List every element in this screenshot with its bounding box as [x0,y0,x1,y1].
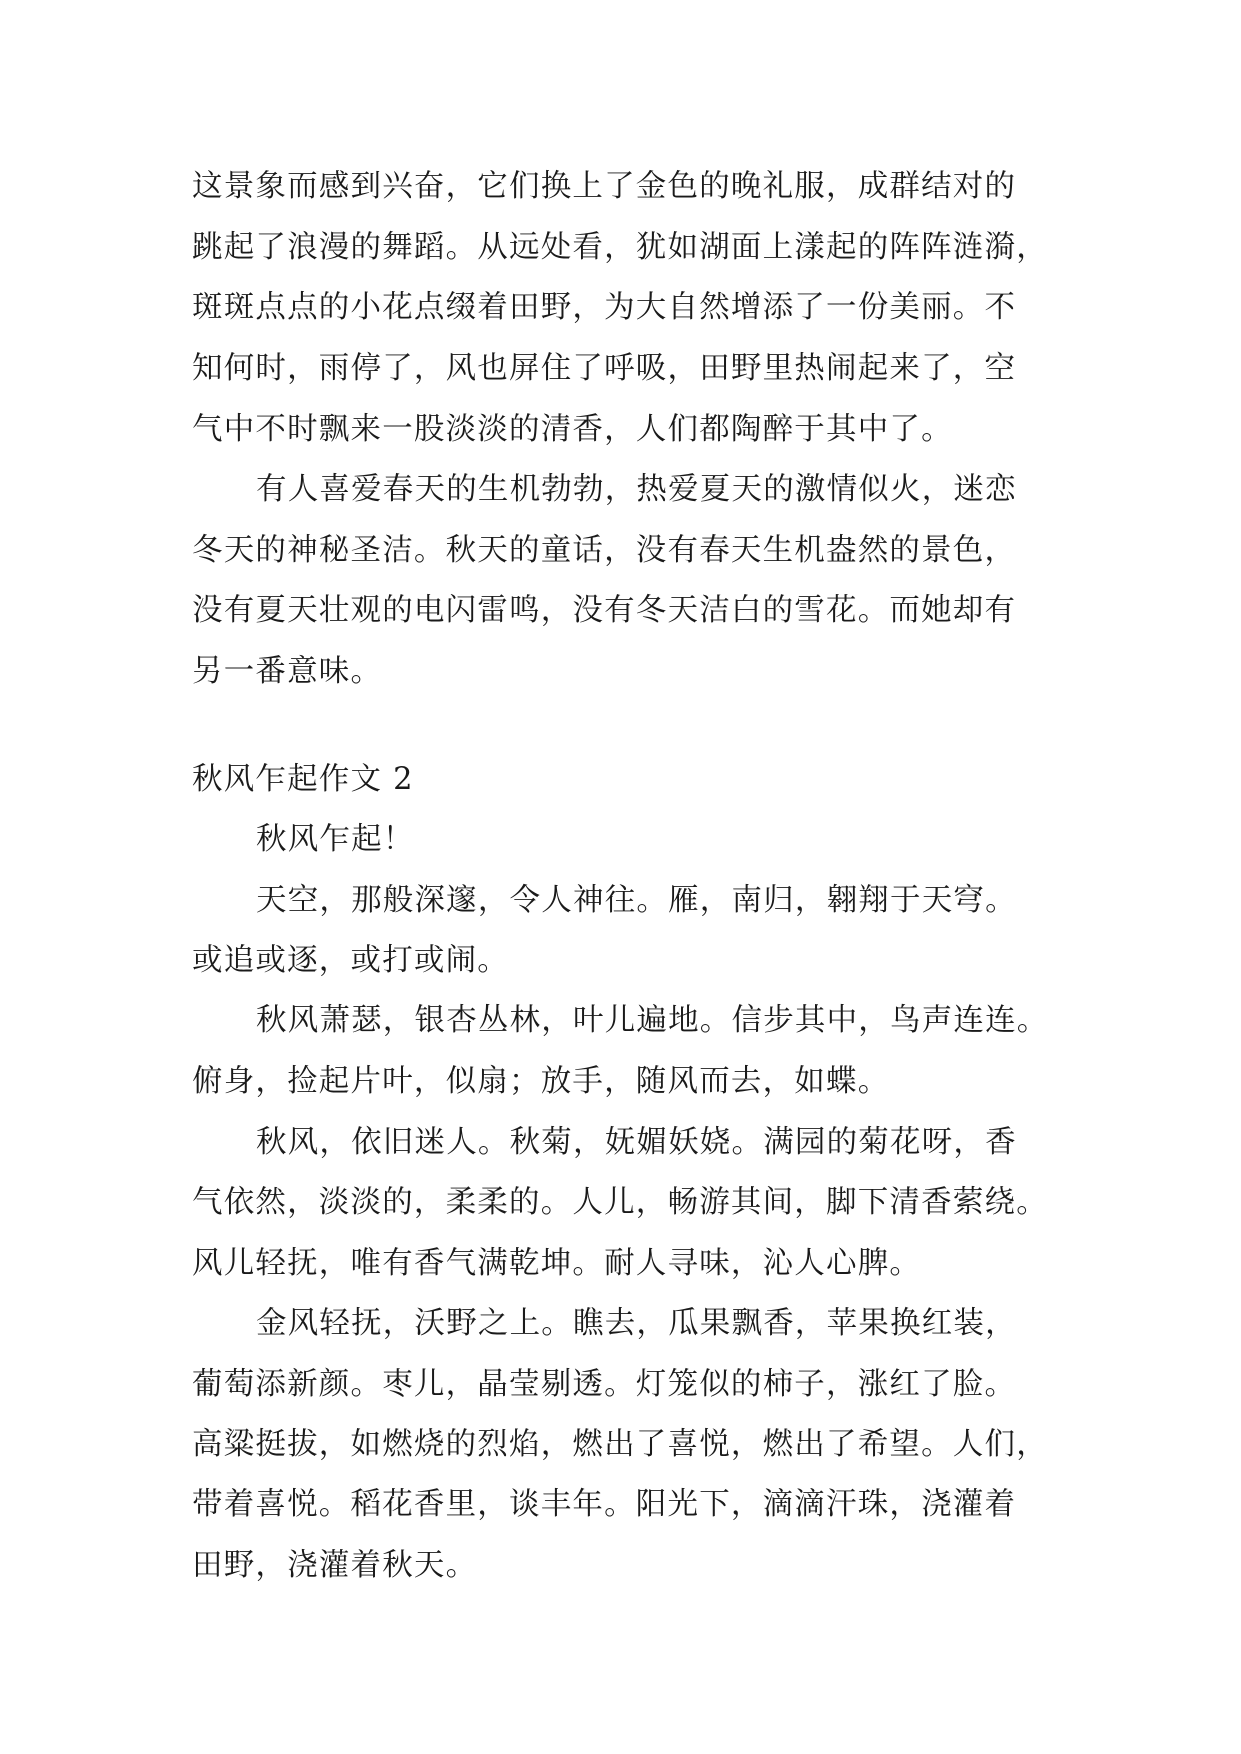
paragraph-line: 有人喜爱春天的生机勃勃，热爱夏天的激情似火，迷恋 [256,472,1017,507]
paragraph-line: 风儿轻抚，唯有香气满乾坤。耐人寻味，沁人心脾。 [192,1246,922,1281]
paragraph-line: 葡萄添新颜。枣儿，晶莹剔透。灯笼似的柿子，涨红了脸。 [192,1367,1017,1402]
paragraph-line: 秋风乍起！ [256,822,415,857]
paragraph-line: 另一番意味。 [192,654,383,689]
paragraph-line: 田野，浇灌着秋天。 [192,1548,478,1583]
paragraph-line: 气中不时飘来一股淡淡的清香，人们都陶醉于其中了。 [192,412,953,447]
paragraph-line: 斑斑点点的小花点缀着田野，为大自然增添了一份美丽。不 [192,290,1017,325]
paragraph-line: 知何时，雨停了，风也屏住了呼吸，田野里热闹起来了，空 [192,351,1017,386]
paragraph-line: 秋风萧瑟，银杏丛林，叶儿遍地。信步其中，鸟声连连。 [256,1003,1049,1038]
paragraph-line: 高粱挺拔，如燃烧的烈焰，燃出了喜悦，燃出了希望。人们， [192,1427,1048,1462]
paragraph-line: 冬天的神秘圣洁。秋天的童话，没有春天生机盎然的景色， [192,533,1017,568]
section-heading: 秋风乍起作文 2 [192,762,414,797]
paragraph-line: 带着喜悦。稻花香里，谈丰年。阳光下，滴滴汗珠，浇灌着 [192,1487,1017,1522]
paragraph-line: 或追或逐，或打或闹。 [192,943,509,978]
paragraph-line: 跳起了浪漫的舞蹈。从远处看，犹如湖面上漾起的阵阵涟漪， [192,230,1048,265]
paragraph-line: 没有夏天壮观的电闪雷鸣，没有冬天洁白的雪花。而她却有 [192,593,1017,628]
paragraph-line: 气依然，淡淡的，柔柔的。人儿，畅游其间，脚下清香萦绕。 [192,1185,1048,1220]
paragraph-line: 这景象而感到兴奋，它们换上了金色的晚礼服，成群结对的 [192,169,1017,204]
paragraph-line: 秋风，依旧迷人。秋菊，妩媚妖娆。满园的菊花呀，香 [256,1125,1017,1160]
paragraph-line: 金风轻抚，沃野之上。瞧去，瓜果飘香，苹果换红装， [256,1306,1017,1341]
paragraph-line: 俯身，捡起片叶，似扇；放手，随风而去，如蝶。 [192,1064,890,1099]
paragraph-line: 天空，那般深邃，令人神往。雁，南归，翱翔于天穹。 [256,883,1017,918]
